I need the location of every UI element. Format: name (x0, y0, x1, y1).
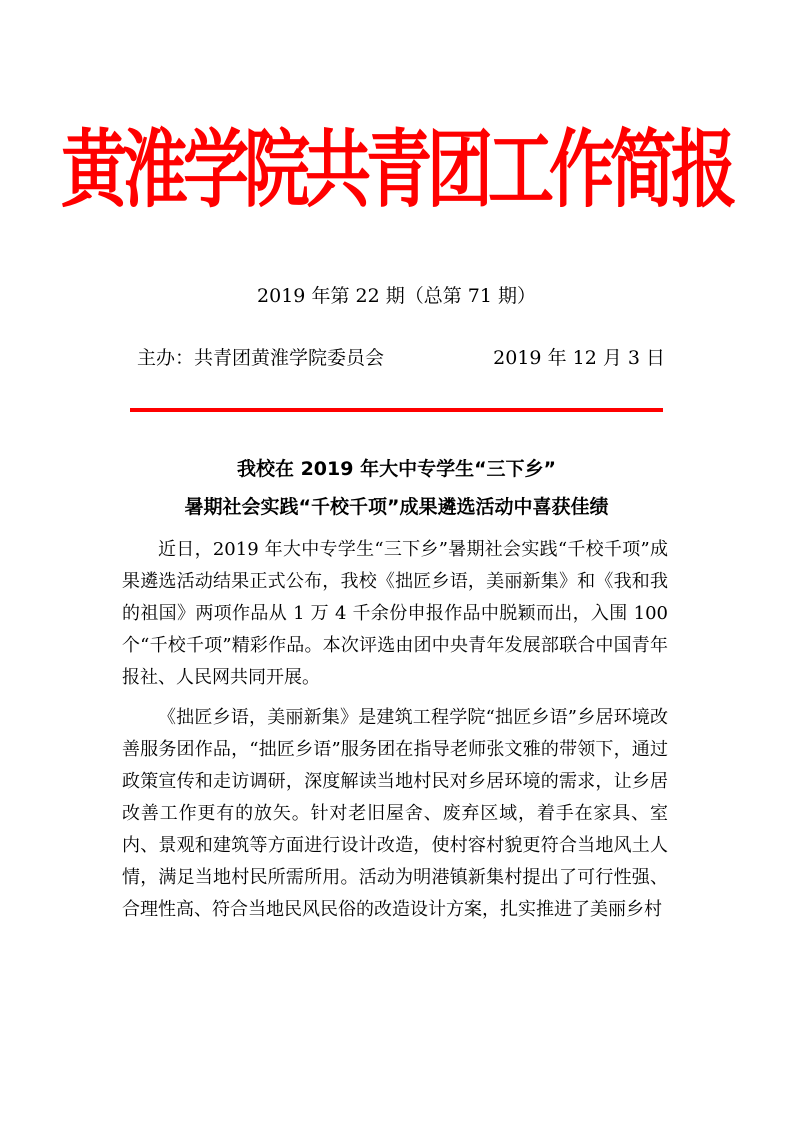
article-headline-line-2: 暑期社会实践“千校千项”成果遴选活动中喜获佳绩 (184, 496, 609, 518)
issue-number: 2019 年第 22 期（总第 71 期） (257, 285, 536, 307)
article-paragraph: 《拙匠乡语，美丽新集》是建筑工程学院“拙匠乡语”乡居环境改善服务团作品，“拙匠乡语”服务团在指导老师张文雅的带领下，通过政策宣传和走访调研，深度解读当地村民对乡居环境的需求，让乡居改善工作更有的放矢。针对老旧屋舍、废弃区域，着手在家具、室内、景观和建筑等方面进行设计改造，使村容村貌更符合当地风土人情，满足当地村民所需所用。活动为明港镇新集村提出了可行性强、合理性高、符合当地民风民俗的改造设计方案，扎实推进了美丽乡村 (122, 707, 668, 920)
host-row (137, 344, 665, 372)
newsletter-masthead-title: 黄淮学院共青团工作简报 (61, 119, 732, 220)
publish-date: 2019 年 12 月 3 日 (493, 347, 665, 369)
red-divider-rule (130, 408, 663, 412)
article-paragraph: 近日，2019 年大中专学生“三下乡”暑期社会实践“千校千项”成果遴选活动结果正式公布，我校《拙匠乡语，美丽新集》和《我和我的祖国》两项作品从 1 万 4 千余份申报作品中脱颖而出，入围 100 个“千校千项”精彩作品。本次评选由团中央青年发展部联合中国青年报社、人民网共同开展。 (122, 539, 668, 688)
article-headline-line-1: 我校在 2019 年大中专学生“三下乡” (236, 458, 557, 480)
article-body (122, 534, 668, 934)
host-organization: 主办：共青团黄淮学院委员会 (137, 347, 385, 369)
